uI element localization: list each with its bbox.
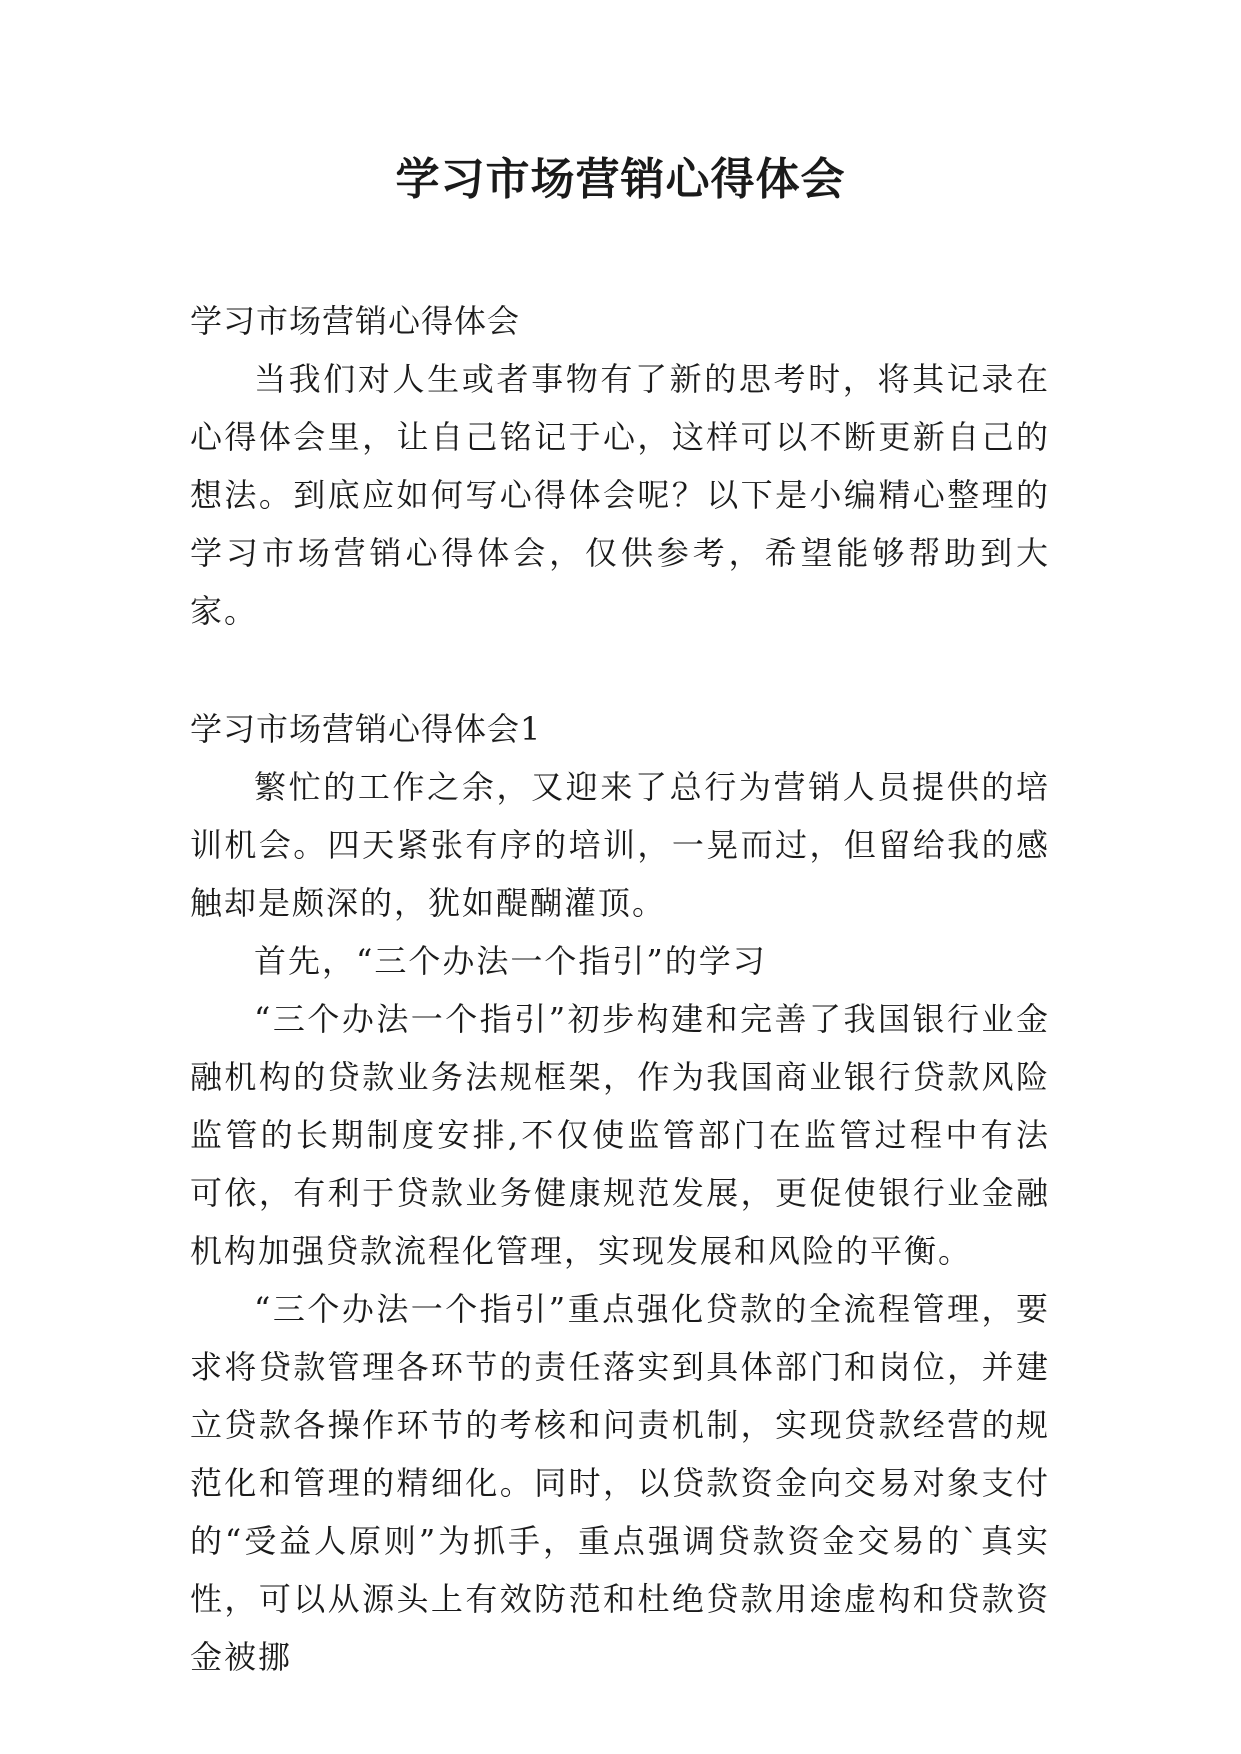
intro-heading: 学习市场营销心得体会 — [190, 302, 521, 340]
section1-paragraph-2: 首先，“三个办法一个指引”的学习 — [254, 942, 767, 980]
section1-paragraph-4: “三个办法一个指引”重点强化贷款的全流程管理，要求将贷款管理各环节的责任落实到具体部门和岗位，并建立贷款各操作环节的考核和问责机制，实现贷款经营的规范化和管理的精细化。同时，以贷款资金向交易对象支付的“受益人原则”为抓手，重点强调贷款资金交易的`真实性，可以从源头上有效防范和杜绝贷款用途虚构和贷款资金被挪 — [190, 1290, 1050, 1676]
section1-heading: 学习市场营销心得体会1 — [190, 710, 542, 748]
document-body — [190, 292, 1050, 1686]
section-spacer — [190, 640, 1050, 700]
section1-paragraph-3: “三个办法一个指引”初步构建和完善了我国银行业金融机构的贷款业务法规框架，作为我国商业银行贷款风险监管的长期制度安排,不仅使监管部门在监管过程中有法可依，有利于贷款业务健康规范发展，更促使银行业金融机构加强贷款流程化管理，实现发展和风险的平衡。 — [190, 1000, 1050, 1270]
section1-paragraph-1: 繁忙的工作之余，又迎来了总行为营销人员提供的培训机会。四天紧张有序的培训，一晃而过，但留给我的感触却是颇深的，犹如醍醐灌顶。 — [190, 768, 1050, 922]
document-title: 学习市场营销心得体会 — [395, 154, 846, 205]
intro-paragraph: 当我们对人生或者事物有了新的思考时，将其记录在心得体会里，让自己铭记于心，这样可以不断更新自己的想法。到底应如何写心得体会呢？以下是小编精心整理的学习市场营销心得体会，仅供参考，希望能够帮助到大家。 — [190, 360, 1050, 630]
